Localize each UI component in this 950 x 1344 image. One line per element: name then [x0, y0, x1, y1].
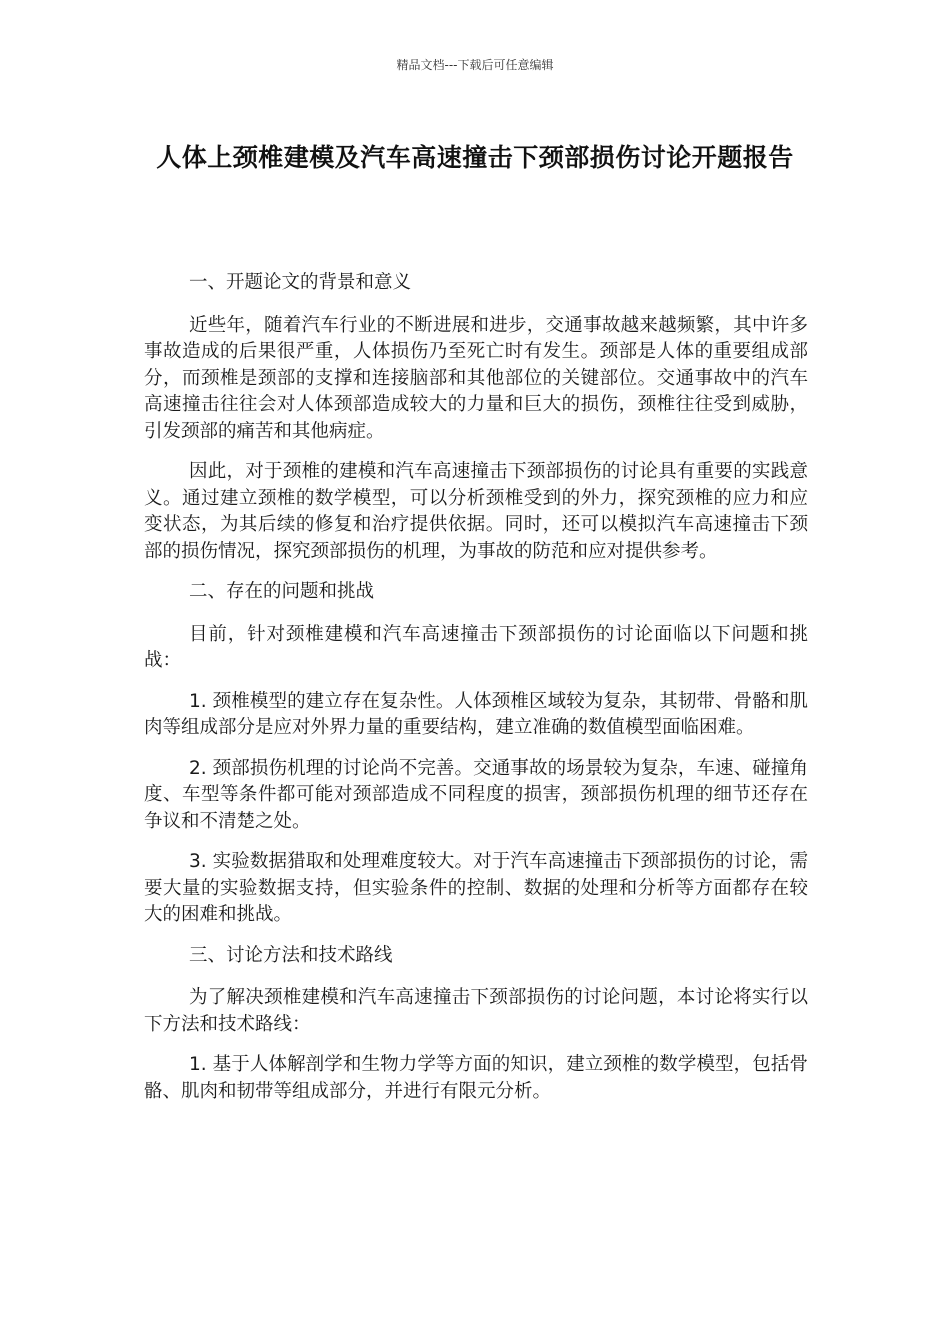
paragraph-significance: 因此，对于颈椎的建模和汽车高速撞击下颈部损伤的讨论具有重要的实践意义。通过建立颈椎的数学模型，可以分析颈椎受到的外力，探究颈椎的应力和应变状态，为其后续的修复和治疗提供依据。同时，还可以模拟汽车高速撞击下颈部的损伤情况，探究颈部损伤的机理，为事故的防范和应对提供参考。 — [144, 461, 808, 562]
paragraph-background: 近些年，随着汽车行业的不断进展和进步，交通事故越来越频繁，其中许多事故造成的后果很严重，人体损伤乃至死亡时有发生。颈部是人体的重要组成部分，而颈椎是颈部的支撑和连接脑部和其他部位的关键部位。交通事故中的汽车高速撞击往往会对人体颈部造成较大的力量和巨大的损伤，颈椎往往受到威胁，引发颈部的痛苦和其他病症。 — [144, 314, 808, 442]
list-item-method-1: 1. 基于人体解剖学和生物力学等方面的知识，建立颈椎的数学模型，包括骨骼、肌肉和韧带等组成部分，并进行有限元分析。 — [144, 1054, 808, 1102]
paragraph-methods-intro: 为了解决颈椎建模和汽车高速撞击下颈部损伤的讨论问题，本讨论将实行以下方法和技术路线： — [144, 987, 808, 1035]
list-item-challenge-1: 1. 颈椎模型的建立存在复杂性。人体颈椎区域较为复杂，其韧带、骨骼和肌肉等组成部分是应对外界力量的重要结构，建立准确的数值模型面临困难。 — [144, 690, 808, 738]
section-heading-methods: 三、讨论方法和技术路线 — [189, 944, 393, 966]
list-item-challenge-3: 3. 实验数据猎取和处理难度较大。对于汽车高速撞击下颈部损伤的讨论，需要大量的实验数据支持，但实验条件的控制、数据的处理和分析等方面都存在较大的困难和挑战。 — [144, 851, 808, 925]
paragraph-challenges-intro: 目前，针对颈椎建模和汽车高速撞击下颈部损伤的讨论面临以下问题和挑战： — [144, 623, 808, 671]
document-title: 人体上颈椎建模及汽车高速撞击下颈部损伤讨论开题报告 — [156, 143, 794, 172]
section-heading-challenges: 二、存在的问题和挑战 — [189, 581, 375, 602]
document-header-note: 精品文档---下载后可任意编辑 — [396, 58, 554, 72]
document-body — [144, 270, 808, 1119]
list-item-challenge-2: 2. 颈部损伤机理的讨论尚不完善。交通事故的场景较为复杂，车速、碰撞角度、车型等条件都可能对颈部造成不同程度的损害，颈部损伤机理的细节还存在争议和不清楚之处。 — [144, 757, 808, 832]
section-heading-background: 一、开题论文的背景和意义 — [189, 272, 412, 293]
